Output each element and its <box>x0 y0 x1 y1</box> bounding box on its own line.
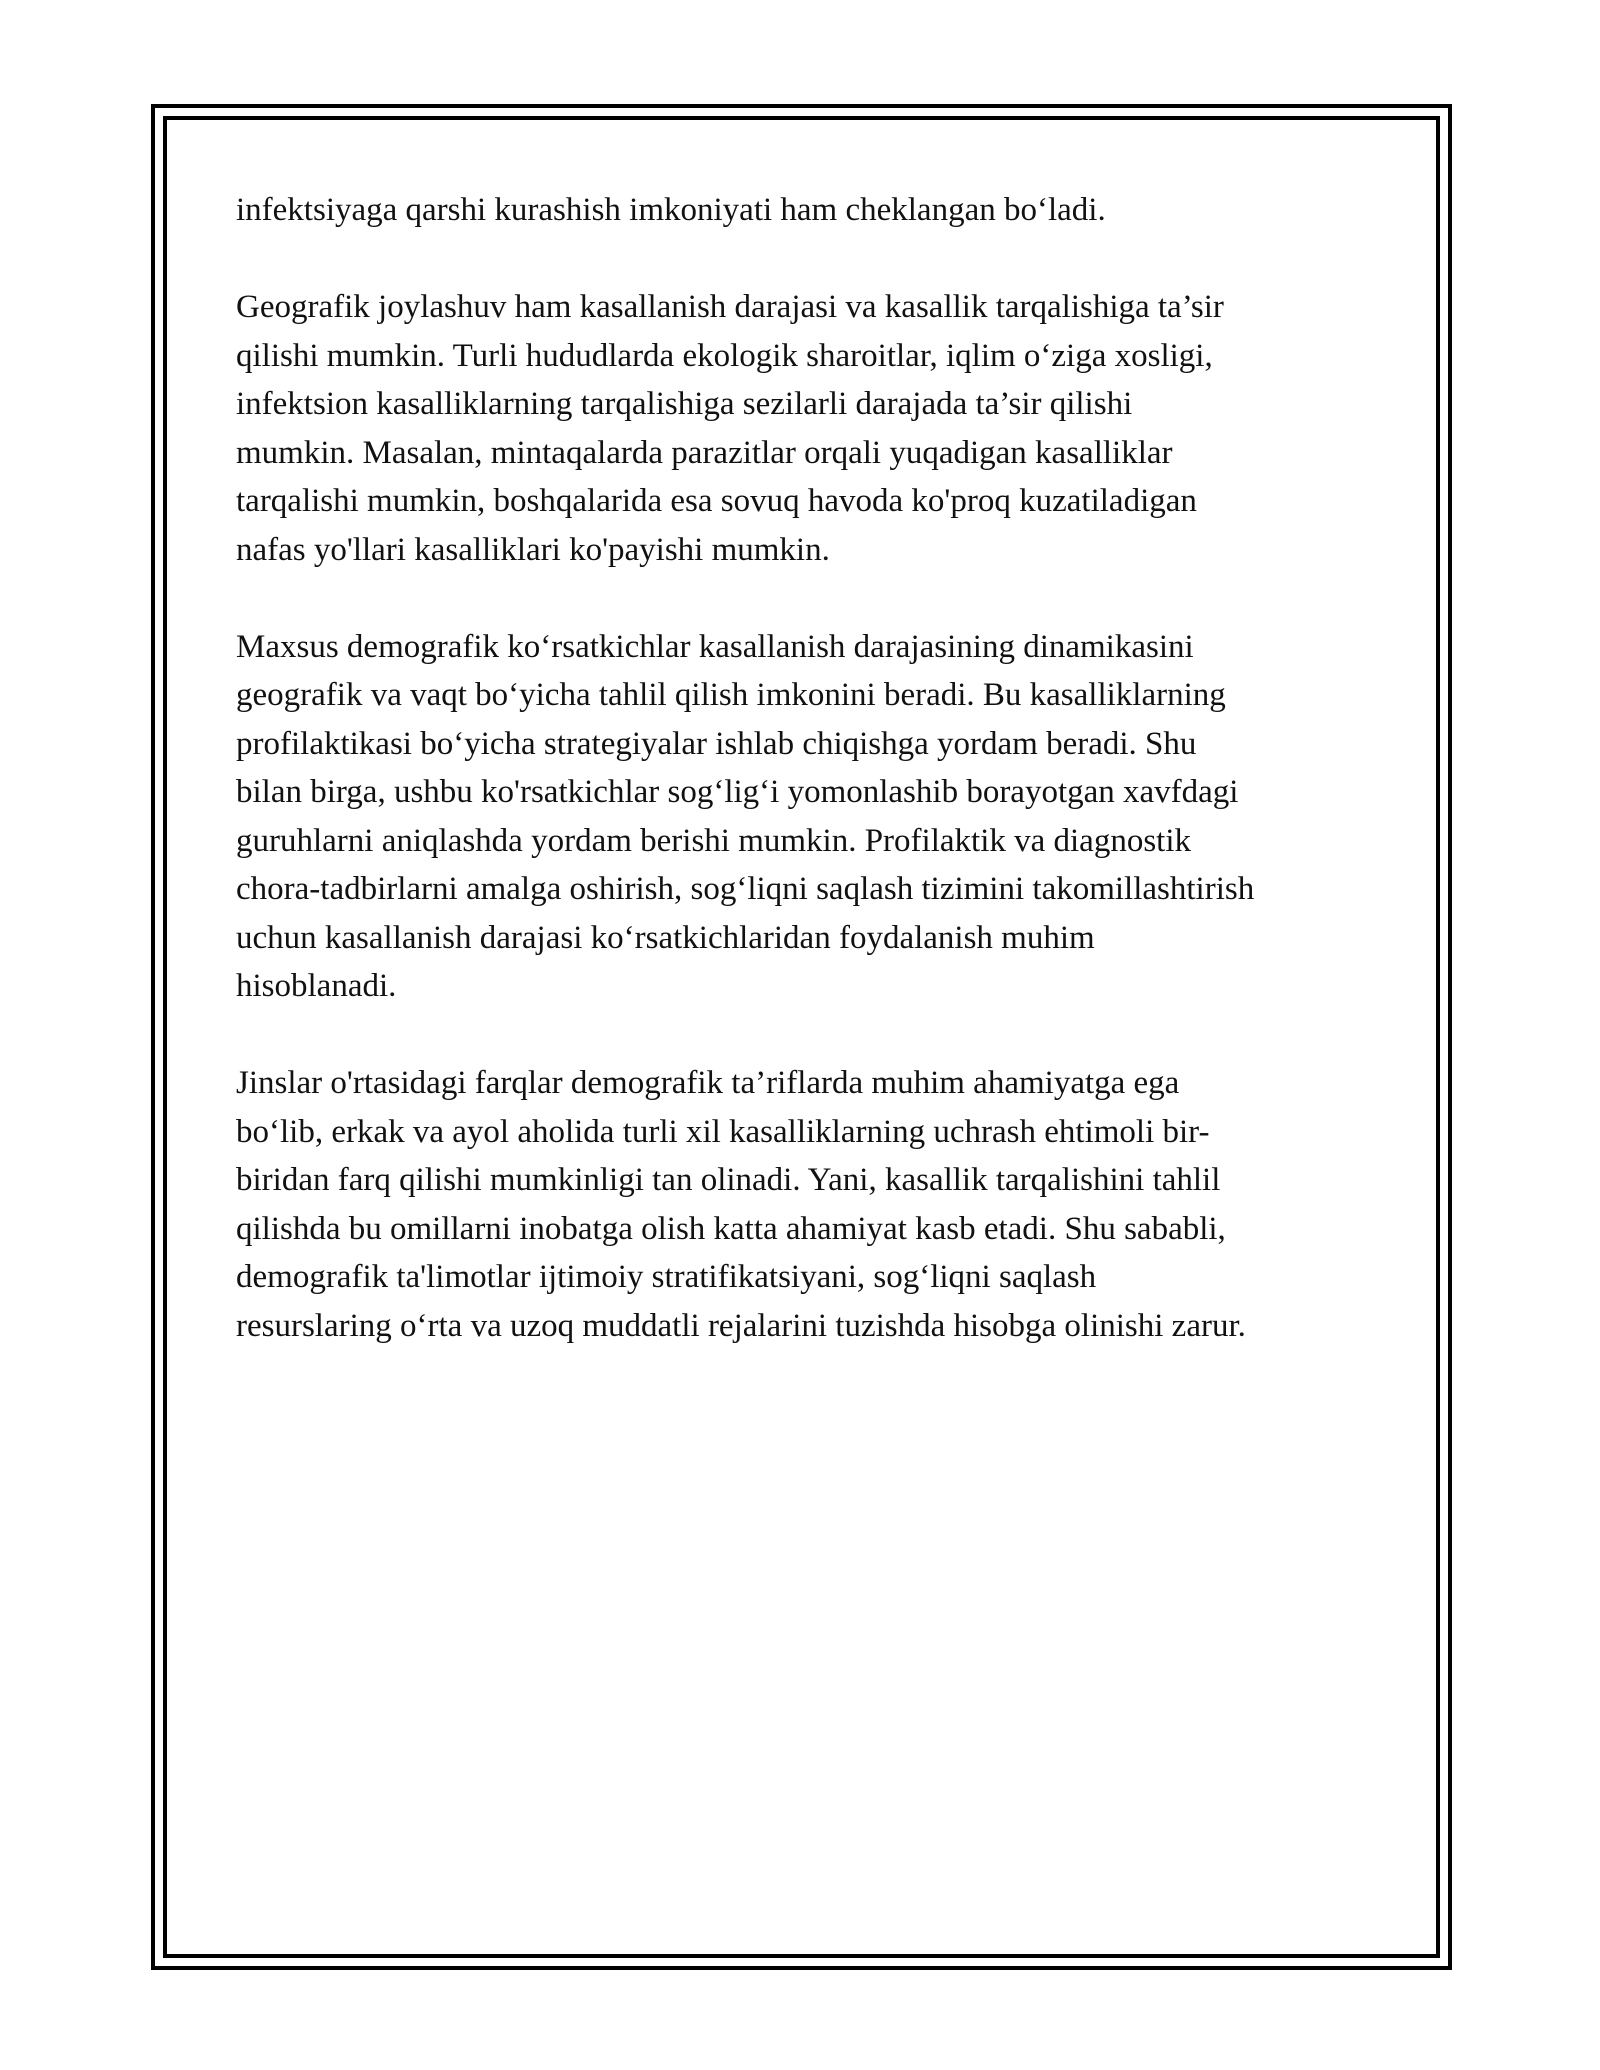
text-line: hisoblanadi. <box>236 968 397 1004</box>
text-line: biridan farq qilishi mumkinligi tan olinadi. Yani, kasallik tarqalishini tahlil <box>236 1162 1221 1198</box>
text-line: bo‘lib, erkak va ayol aholida turli xil kasalliklarning uchrash ehtimoli bir- <box>236 1113 1210 1150</box>
text-line: bilan birga, ushbu ko'rsatkichlar sog‘lig‘i yomonlashib borayotgan xavfdagi <box>236 774 1239 810</box>
text-line: uchun kasallanish darajasi ko‘rsatkichlaridan foydalanish muhim <box>236 919 1095 956</box>
text-line: profilaktikasi bo‘yicha strategiyalar ishlab chiqishga yordam beradi. Shu <box>236 725 1197 762</box>
paragraph-spacer <box>236 235 1386 284</box>
text-line: Geografik joylashuv ham kasallanish darajasi va kasallik tarqalishiga ta’sir <box>236 289 1224 325</box>
paragraph-gender <box>236 1059 1386 1350</box>
text-line: infektsion kasalliklarning tarqalishiga sezilarli darajada ta’sir qilishi <box>236 386 1133 422</box>
text-line: mumkin. Masalan, mintaqalarda parazitlar orqali yuqadigan kasalliklar <box>236 434 1173 471</box>
paragraph-indicators <box>236 623 1386 1011</box>
text-line: infektsiyaga qarshi kurashish imkoniyati ham cheklangan bo‘ladi. <box>236 192 1106 228</box>
text-line: Jinslar o'rtasidagi farqlar demografik ta’riflarda muhim ahamiyatga ega <box>236 1065 1180 1101</box>
text-line: demografik ta'limotlar ijtimoiy stratifikatsiyani, sog‘liqni saqlash <box>236 1259 1097 1295</box>
text-line: geografik va vaqt bo‘yicha tahlil qilish imkonini beradi. Bu kasalliklarning <box>236 677 1226 713</box>
paragraph-geography <box>236 283 1386 574</box>
text-line: qilishda bu omillarni inobatga olish katta ahamiyat kasb etadi. Shu sababli, <box>236 1210 1226 1247</box>
text-line: chora-tadbirlarni amalga oshirish, sog‘liqni saqlash tizimini takomillashtirish <box>236 871 1255 907</box>
paragraph-spacer <box>236 1011 1386 1060</box>
text-line: tarqalishi mumkin, boshqalarida esa sovuq havoda ko'proq kuzatiladigan <box>236 483 1197 519</box>
text-line: Maxsus demografik ko‘rsatkichlar kasallanish darajasining dinamikasini <box>236 628 1194 665</box>
paragraph-spacer <box>236 574 1386 623</box>
text-line: resurslaring o‘rta va uzoq muddatli rejalarini tuzishda hisobga olinishi zarur. <box>236 1307 1246 1344</box>
document-body <box>236 186 1386 1350</box>
text-line: qilishi mumkin. Turli hududlarda ekologik sharoitlar, iqlim o‘ziga xosligi, <box>236 337 1213 374</box>
paragraph-infection <box>236 186 1386 235</box>
text-line: nafas yo'llari kasalliklari ko'payishi mumkin. <box>236 531 830 568</box>
text-line: guruhlarni aniqlashda yordam berishi mumkin. Profilaktik va diagnostik <box>236 822 1192 859</box>
